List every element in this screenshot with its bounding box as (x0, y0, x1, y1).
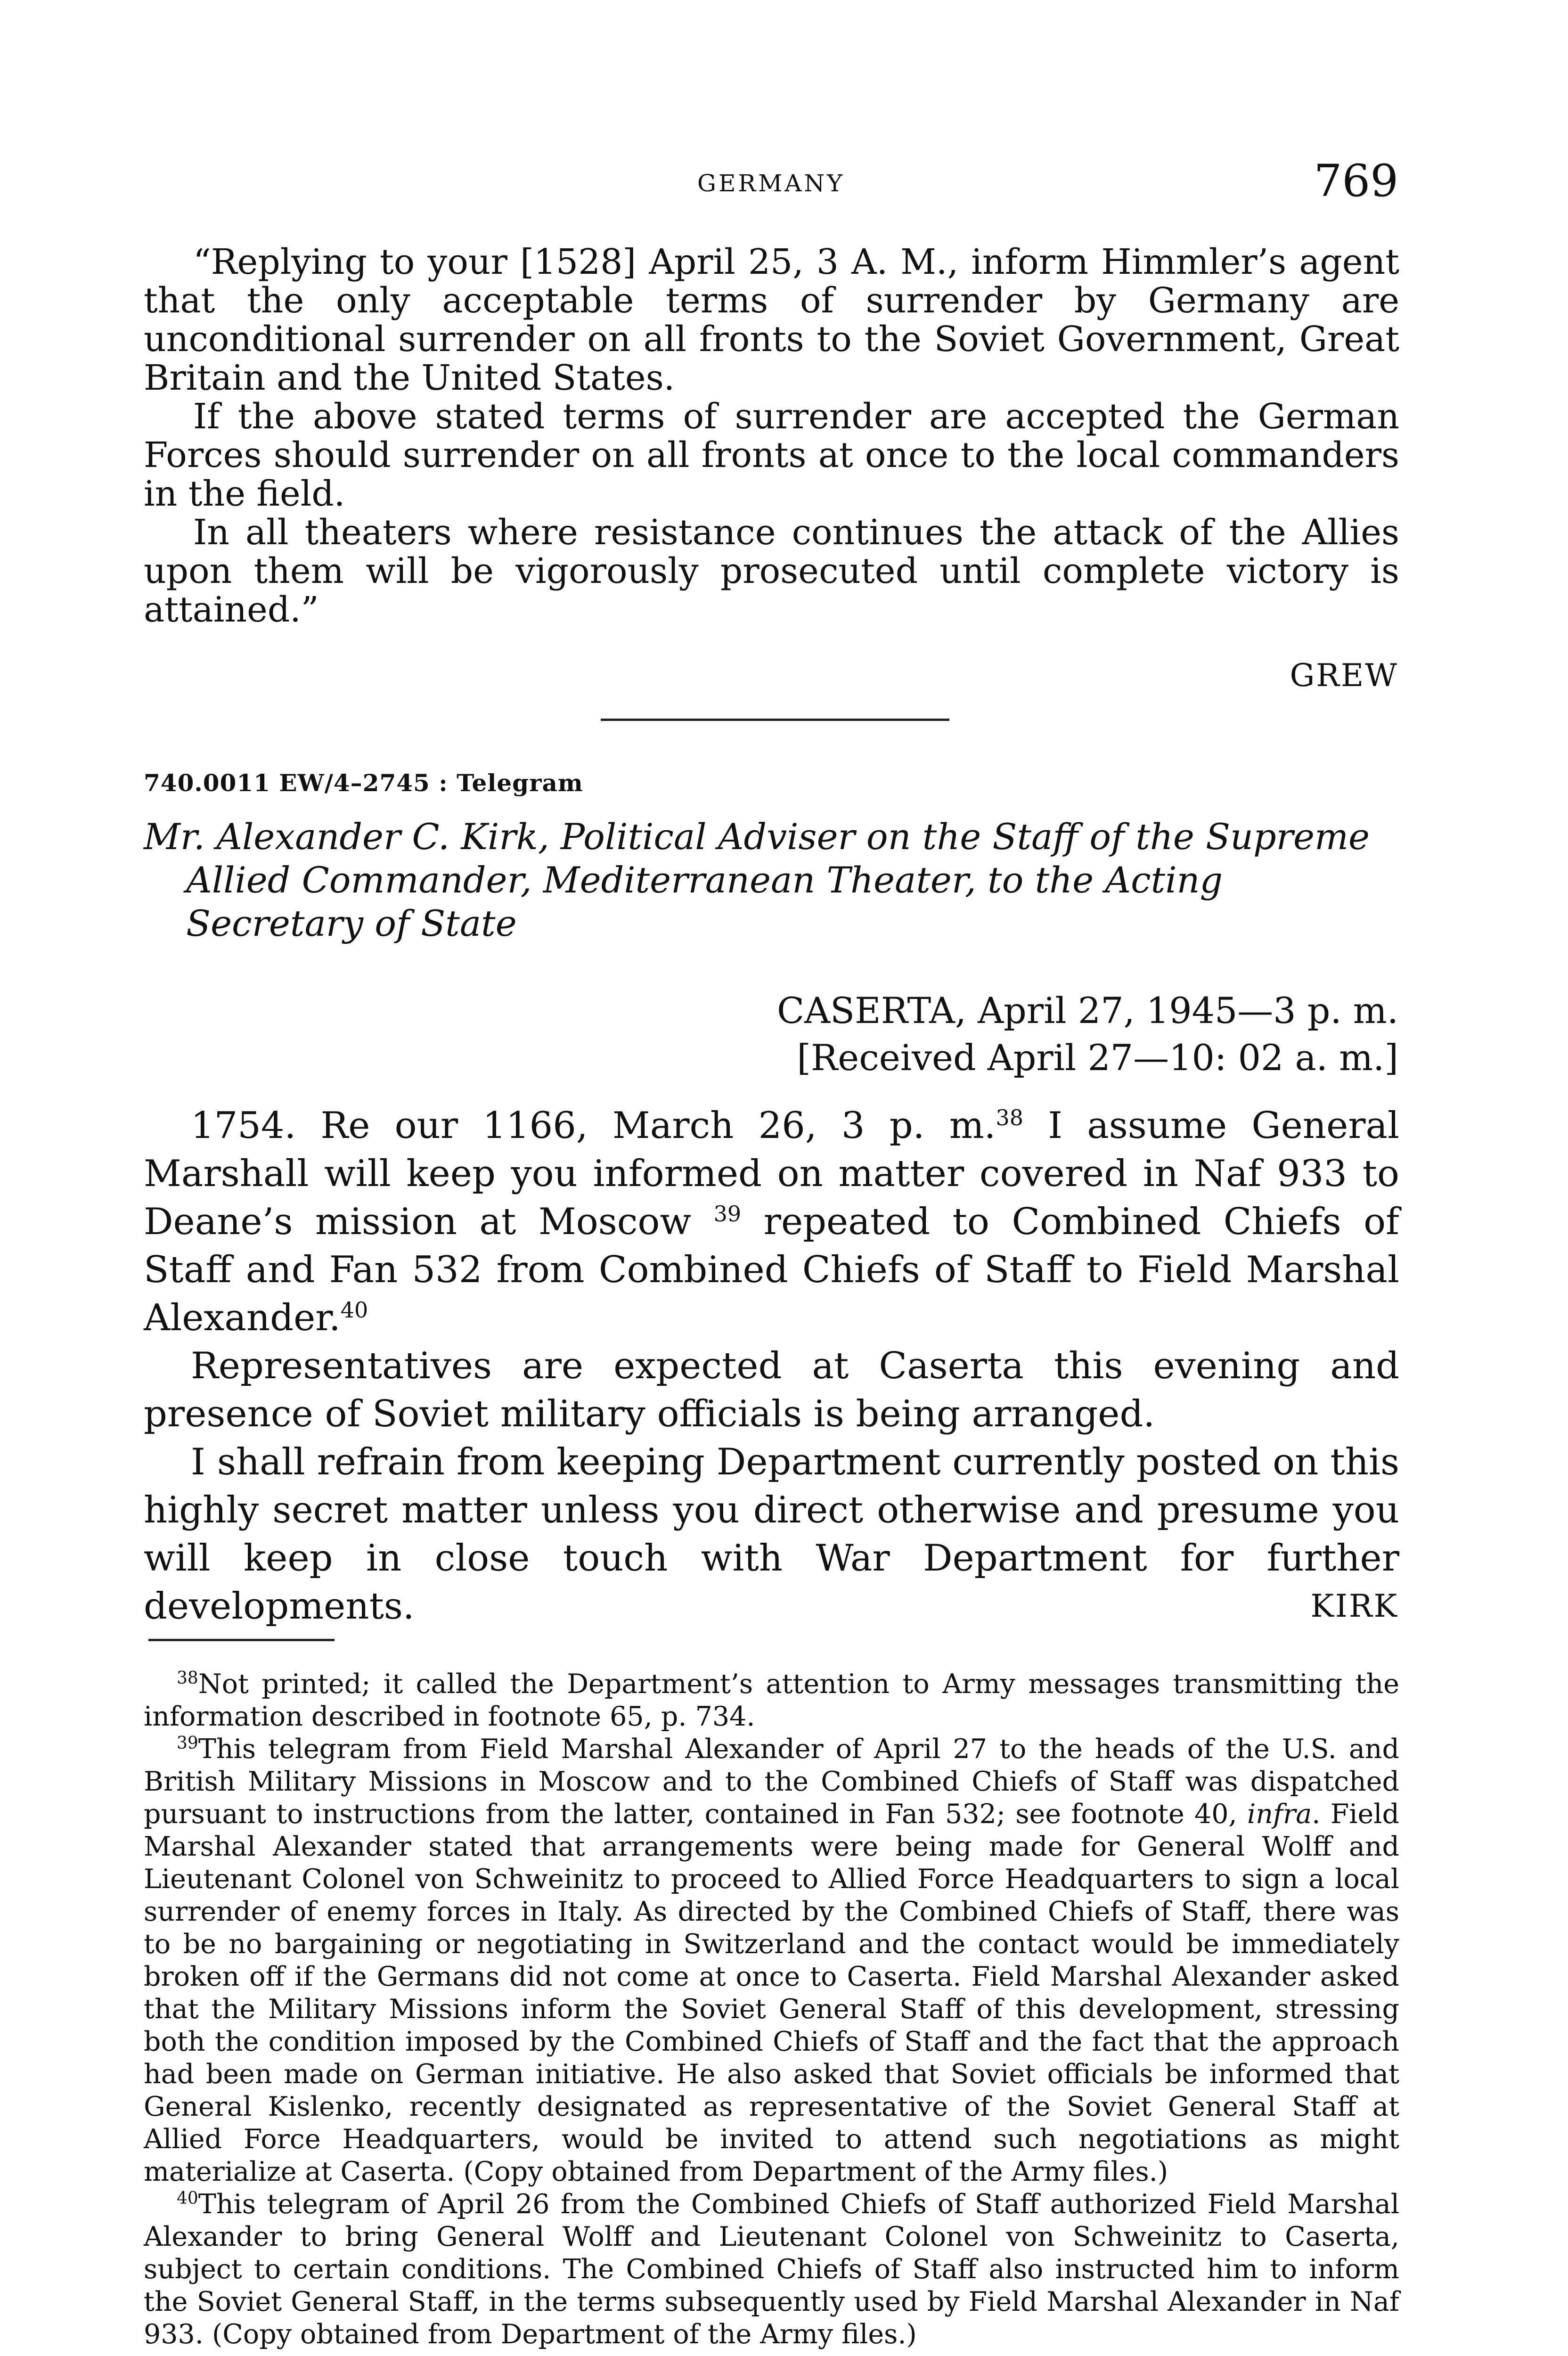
footnote-number: 40 (177, 2189, 198, 2208)
telegram-body (144, 1102, 1399, 1630)
body-text: 1754. Re our 1166, March 26, 3 p. m. (191, 1104, 996, 1147)
quoted-reply (144, 243, 1399, 629)
quote-paragraph: If the above stated terms of surrender are accepted the German Forces should surrender on all fronts at once to the local commanders in the field. (144, 396, 1399, 514)
footnote-number: 38 (177, 1669, 198, 1688)
footnote-infra: infra (1247, 1799, 1312, 1830)
body-text: repeated to Combined Chiefs of Staff and Fan 532 from Combined Chiefs of Staff to Field Marshal Alexander. (144, 1201, 1399, 1339)
dateline-sent: CASERTA, April 27, 1945—3 p. m. (777, 990, 1398, 1031)
body-text: I assume General Marshall will keep you informed on matter covered in Naf 933 to Deane’s mission at Moscow (144, 1104, 1400, 1243)
body-paragraph (144, 1102, 1399, 1342)
footnote-text: . Field Marshal Alexander stated that arrangements were being made for General Wolff and Lieutenant Colonel von Schweinitz to proceed to Allied Force Headquarters to sign a local surrender of enemy forces in Italy. As directed by the Combined Chiefs of Staff, there was to be no bargaining or negotiating in Switzerland and the contact would be immediately broken off if the Germans did not come at once to Caserta. Field Marshal Alexander asked that the Military Missions inform the Soviet General Staff of this development, stressing both the condition imposed by the Combined Chiefs of Staff and the fact that the approach had been made on German initiative. He also asked that Soviet officials be informed that General Kislenko, recently designated as representative of the Soviet General Staff at Allied Force Headquarters, would be invited to attend such negotiations as might materialize at Caserta. (Copy obtained from Department of the Army files.) (144, 1799, 1399, 2187)
dateline-received: [Received April 27—10: 02 a. m.] (797, 1037, 1398, 1079)
footnote-ref-39: 39 (713, 1201, 742, 1227)
body-paragraph: Representatives are expected at Caserta this evening and presence of Soviet military officials is being arranged. (144, 1345, 1399, 1435)
footnote-39 (144, 1733, 1399, 2188)
quote-paragraph: In all theaters where resistance continues the attack of the Allies upon them will be vigorously prosecuted until complete victory is attained.” (144, 512, 1399, 630)
footnote-ref-38: 38 (996, 1105, 1024, 1130)
file-number: 740.0011 EW/4–2745 : Telegram (144, 769, 583, 797)
document-heading: Mr. Alexander C. Kirk, Political Adviser on the Staff of the Supreme Allied Commander, Mediterranean Theater, to the Acting Secretary of State (144, 816, 1370, 944)
dateline (777, 987, 1398, 1081)
signature-grew: GREW (1290, 657, 1398, 694)
page-number: 769 (1314, 155, 1398, 207)
footnote-text: Not printed; it called the Department’s attention to Army messages transmitting the information described in footnote 65, p. 734. (144, 1669, 1399, 1732)
footnote-number: 39 (177, 1734, 198, 1753)
footnotes (144, 1668, 1399, 2351)
section-divider (601, 719, 949, 721)
running-title: GERMANY (697, 170, 845, 197)
quote-paragraph: “Replying to your [1528] April 25, 3 A. M., inform Himmler’s agent that the only acceptable terms of surrender by Germany are unconditional surrender on all fronts to the Soviet Government, Great Britain and the United States. (144, 242, 1399, 398)
body-paragraph: I shall refrain from keeping Department currently posted on this highly secret matter unless you direct otherwise and presume you will keep in close touch with War Department for further developments. (144, 1441, 1399, 1628)
footnote-38 (144, 1668, 1399, 1733)
footnote-40 (144, 2188, 1399, 2351)
footnote-ref-40: 40 (340, 1297, 368, 1323)
footnote-text: This telegram from Field Marshal Alexander of April 27 to the heads of the U.S. and British Military Missions in Moscow and to the Combined Chiefs of Staff was dispatched pursuant to instructions from the latter, contained in Fan 532; see footnote 40, (144, 1734, 1399, 1830)
footnote-divider (148, 1639, 335, 1641)
footnote-text: This telegram of April 26 from the Combined Chiefs of Staff authorized Field Marshal Alexander to bring General Wolff and Lieutenant Colonel von Schweinitz to Caserta, subject to certain conditions. The Combined Chiefs of Staff also instructed him to inform the Soviet General Staff, in the terms subsequently used by Field Marshal Alexander in Naf 933. (Copy obtained from Department of the Army files.) (144, 2189, 1399, 2350)
signature-kirk: KIRK (1310, 1588, 1398, 1624)
